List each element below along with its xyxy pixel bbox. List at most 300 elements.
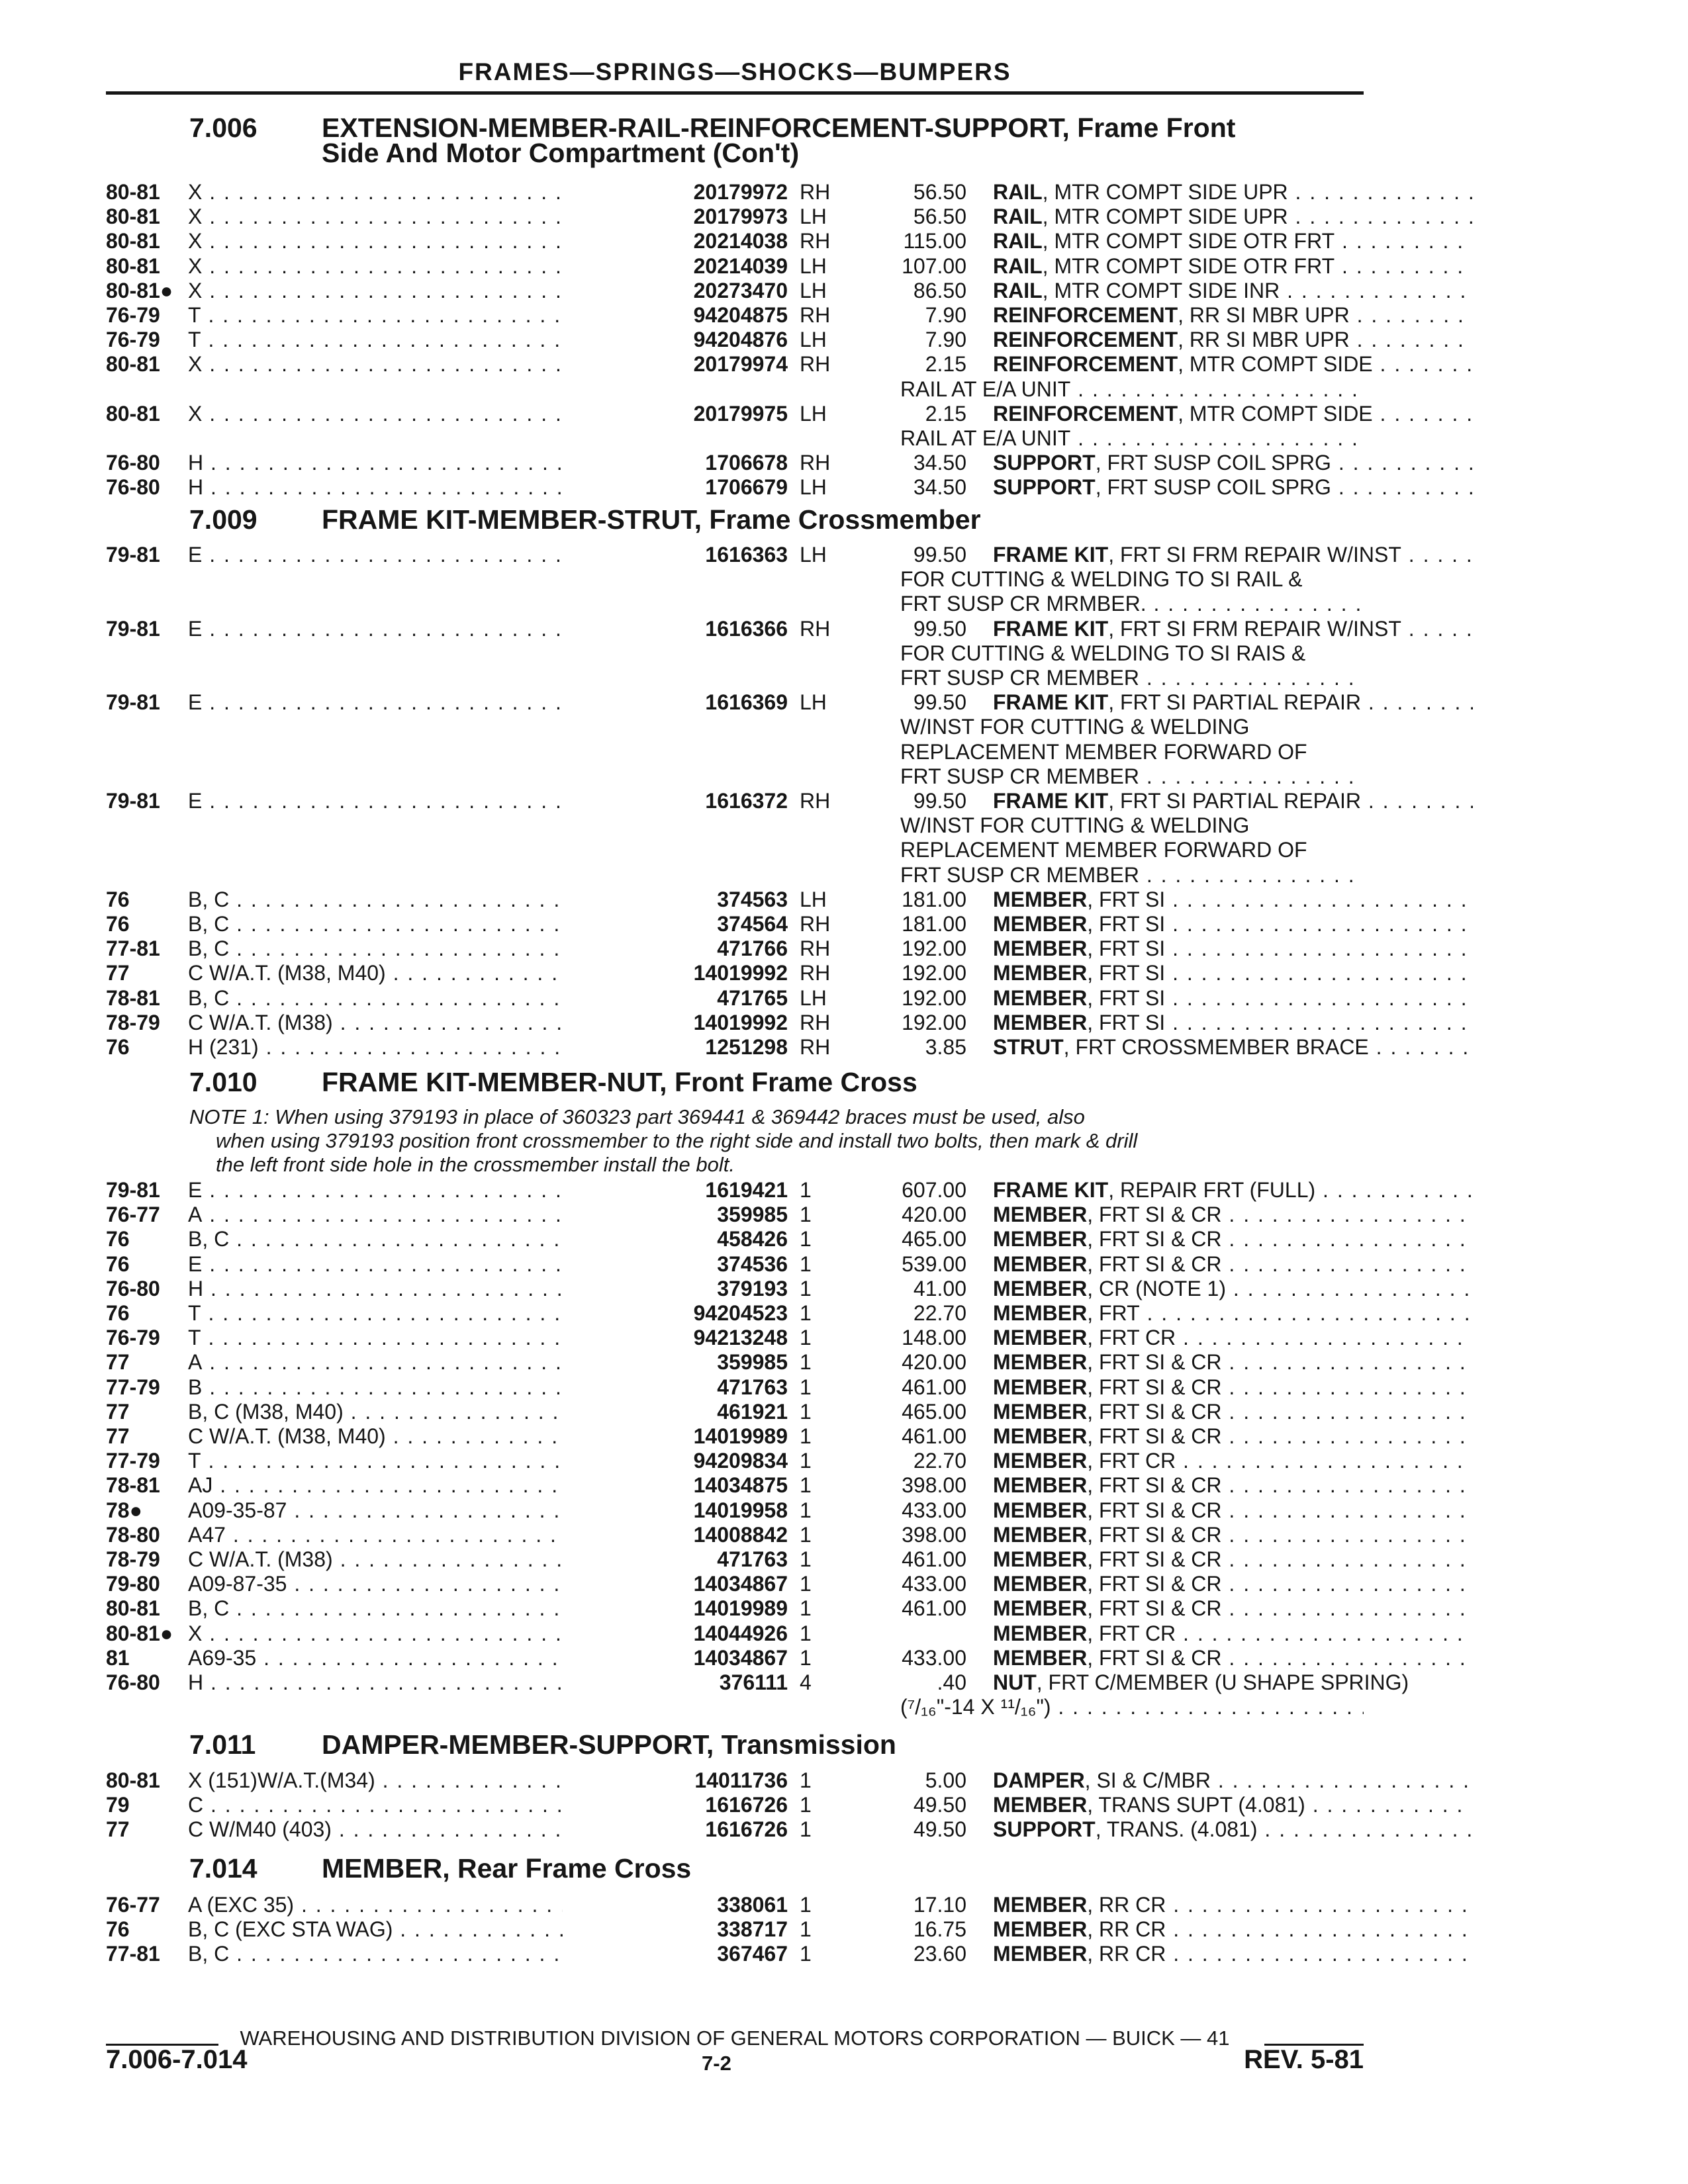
description-cell	[993, 912, 1473, 936]
part-number-cell: 94204876	[563, 328, 788, 352]
description-cell	[993, 617, 1473, 641]
description-cell	[993, 1646, 1473, 1670]
quantity-cell: LH	[800, 278, 827, 302]
description-keyword: MEMBER	[993, 1227, 1088, 1251]
model-cell: X . . .	[188, 1621, 651, 1646]
year-cell: 77	[106, 1399, 130, 1424]
description-keyword: MEMBER	[993, 985, 1088, 1010]
description-continuation: FOR CUTTING & WELDING TO SI RAIS &	[900, 641, 1306, 665]
description-cell	[993, 1498, 1473, 1523]
quantity-cell: 1	[800, 1942, 812, 1966]
model-cell: E . . .	[188, 690, 651, 715]
description-cell	[993, 303, 1473, 328]
year-cell: 80-81	[106, 205, 160, 229]
description-keyword: DAMPER	[993, 1768, 1085, 1792]
quantity-cell: LH	[800, 401, 827, 426]
description-cell	[993, 690, 1473, 715]
year-cell: 80-81●	[106, 278, 173, 302]
model-cell: A69-35 . . .	[188, 1646, 651, 1670]
parts-row	[106, 887, 1364, 912]
description-cell	[993, 936, 1473, 961]
price-cell: 607.00	[902, 1178, 966, 1202]
description-text: , MTR COMPT SIDE	[1178, 401, 1373, 426]
year-cell: 78-80	[106, 1522, 160, 1547]
quantity-cell: RH	[800, 180, 831, 204]
year-cell: 76-80	[106, 475, 160, 500]
year-cell: 76-80	[106, 1670, 160, 1694]
description-text: , MTR COMPT SIDE INR	[1042, 278, 1280, 302]
section-heading-7-014	[189, 1853, 691, 1884]
model-cell: B, C . . .	[188, 1596, 651, 1621]
description-text: , RR CR	[1087, 1942, 1166, 1966]
description-text: , FRT CR	[1087, 1326, 1176, 1350]
description-keyword: MEMBER	[993, 1326, 1088, 1350]
parts-row	[106, 451, 1364, 475]
quantity-cell: LH	[800, 328, 827, 352]
price-cell: 3.85	[925, 1035, 966, 1059]
year-cell: 80-81	[106, 229, 160, 253]
part-number-cell: 1616372	[563, 789, 788, 813]
year-cell: 78-79	[106, 1010, 160, 1034]
quantity-cell: LH	[800, 887, 827, 911]
section-number: 7.006	[189, 113, 258, 143]
quantity-cell: RH	[800, 352, 831, 377]
parts-row	[106, 352, 1373, 377]
price-cell: 86.50	[913, 278, 966, 302]
description-text: , FRT SI & CR	[1087, 1251, 1222, 1276]
model-cell: H . . .	[188, 1277, 651, 1301]
model-cell: H . . .	[188, 475, 651, 500]
part-number-cell: 14019958	[563, 1498, 788, 1523]
price-cell: 433.00	[902, 1572, 966, 1596]
price-cell: 56.50	[913, 205, 966, 229]
year-cell: 76-77	[106, 1893, 160, 1917]
parts-row	[106, 180, 1364, 205]
parts-row	[106, 690, 1364, 715]
parts-row	[106, 1621, 1364, 1646]
quantity-cell: 1	[800, 1768, 812, 1792]
price-cell: 192.00	[902, 985, 966, 1010]
description-text: , FRT SI	[1087, 985, 1166, 1010]
description-text: , FRT	[1087, 1301, 1140, 1325]
quantity-cell: 1	[800, 1276, 812, 1300]
description-continuation: REPLACEMENT MEMBER FORWARD OF	[900, 838, 1307, 862]
price-cell: 192.00	[902, 961, 966, 985]
description-keyword: RAIL	[993, 253, 1043, 278]
parts-row	[106, 936, 1364, 961]
price-cell: 465.00	[902, 1399, 966, 1424]
model-cell: E . . .	[188, 617, 651, 641]
parts-row	[106, 1917, 1364, 1942]
price-cell: 56.50	[913, 180, 966, 204]
quantity-cell: 1	[800, 1522, 812, 1547]
quantity-cell: 1	[800, 1917, 812, 1942]
year-cell: 79-81	[106, 543, 160, 567]
parts-row	[106, 1178, 1364, 1203]
price-cell: 34.50	[913, 475, 966, 500]
description-cell	[993, 352, 1473, 377]
quantity-cell: 1	[800, 1375, 812, 1399]
parts-row	[106, 1768, 1364, 1793]
description-cell	[993, 1621, 1473, 1646]
model-cell: B, C . . .	[188, 936, 651, 961]
footer-division: WAREHOUSING AND DISTRIBUTION DIVISION OF GENERAL MOTORS CORPORATION — BUICK — 41	[240, 2026, 1230, 2050]
description-cell	[993, 1893, 1473, 1917]
year-cell: 79-81	[106, 789, 160, 813]
year-cell: 78-79	[106, 1547, 160, 1571]
price-cell: 465.00	[902, 1227, 966, 1251]
description-text: , FRT SI & CR	[1087, 1596, 1222, 1621]
year-cell: 80-81●	[106, 1621, 173, 1645]
description-text: , RR CR	[1087, 1893, 1166, 1917]
year-cell: 76	[106, 912, 130, 936]
page-header: FRAMES—SPRINGS—SHOCKS—BUMPERS	[458, 58, 1011, 85]
description-keyword: MEMBER	[993, 1449, 1088, 1473]
part-number-cell: 374564	[563, 912, 788, 936]
description-keyword: MEMBER	[993, 887, 1088, 911]
parts-row	[106, 205, 1364, 229]
year-cell: 76	[106, 1301, 130, 1325]
year-cell: 76	[106, 1035, 130, 1059]
parts-row	[106, 254, 1364, 279]
description-keyword: FRAME KIT	[993, 789, 1109, 813]
parts-row	[106, 1011, 1364, 1035]
description-keyword: MEMBER	[993, 1301, 1088, 1325]
part-number-cell: 471763	[563, 1547, 788, 1572]
description-text: , FRT SI & CR	[1087, 1498, 1222, 1522]
year-cell: 79-81	[106, 616, 160, 641]
quantity-cell: 1	[800, 1596, 812, 1621]
description-text: , FRT C/MEMBER (U SHAPE SPRING)	[1036, 1670, 1409, 1694]
footer-page-number: 7-2	[702, 2052, 731, 2075]
price-cell: 461.00	[902, 1424, 966, 1448]
section-title: MEMBER, Rear Frame Cross	[322, 1853, 692, 1884]
part-number-cell: 471765	[563, 986, 788, 1011]
model-cell: X . . .	[188, 352, 651, 377]
part-number-cell: 94213248	[563, 1326, 788, 1350]
description-keyword: MEMBER	[993, 1203, 1088, 1227]
quantity-cell: 1	[800, 1498, 812, 1522]
parts-row	[106, 1572, 1364, 1596]
quantity-cell: LH	[800, 985, 827, 1010]
parts-row	[106, 1375, 1364, 1400]
quantity-cell: RH	[800, 451, 831, 475]
section-title: EXTENSION-MEMBER-RAIL-REINFORCEMENT-SUPPORT, Frame Front	[322, 113, 1236, 143]
description-continuation: FRT SUSP CR MEMBER . . .	[900, 764, 1364, 789]
description-keyword: RAIL	[993, 278, 1043, 302]
price-cell: .40	[937, 1670, 966, 1694]
description-cell	[993, 1350, 1473, 1375]
description-text: , FRT CROSSMEMBER BRACE	[1063, 1035, 1369, 1059]
parts-row	[106, 1793, 1364, 1817]
price-cell: 49.50	[913, 1817, 966, 1842]
price-cell: 2.15	[925, 352, 966, 377]
part-number-cell: 359985	[563, 1203, 788, 1227]
year-cell: 79-81	[106, 690, 160, 715]
price-cell: 398.00	[902, 1522, 966, 1547]
parts-row	[106, 961, 1364, 985]
model-cell: A09-87-35 . . .	[188, 1572, 651, 1596]
model-cell: E . . .	[188, 1178, 651, 1203]
description-keyword: MEMBER	[993, 1793, 1088, 1817]
section-number: 7.014	[189, 1853, 258, 1884]
parts-row	[106, 1203, 1364, 1227]
description-cell	[993, 1942, 1473, 1966]
parts-row	[106, 1227, 1364, 1251]
year-cell: 76	[106, 1251, 130, 1276]
description-keyword: MEMBER	[993, 1893, 1088, 1917]
description-continuation: FRT SUSP CR MEMBER . . .	[900, 666, 1364, 690]
parts-row	[106, 1646, 1364, 1670]
description-keyword: MEMBER	[993, 1917, 1088, 1942]
parts-row	[106, 1449, 1364, 1473]
parts-row	[106, 279, 1364, 303]
description-text: , FRT CR	[1087, 1449, 1176, 1473]
description-text: , REPAIR FRT (FULL)	[1108, 1178, 1316, 1202]
year-cell: 77-81	[106, 1942, 160, 1966]
parts-row	[106, 912, 1364, 936]
description-keyword: NUT	[993, 1670, 1037, 1694]
model-cell: B, C (EXC STA WAG) . . .	[188, 1917, 651, 1942]
section-heading-7-011	[189, 1729, 896, 1760]
description-text: , FRT SI PARTIAL REPAIR	[1108, 690, 1361, 715]
year-cell: 76-80	[106, 1276, 160, 1300]
quantity-cell: RH	[800, 616, 831, 641]
model-cell: B, C . . .	[188, 1227, 651, 1251]
price-cell: 49.50	[913, 1793, 966, 1817]
description-cell	[993, 180, 1473, 205]
section-heading-7-006	[189, 113, 1236, 168]
description-keyword: MEMBER	[993, 1350, 1088, 1375]
description-text: , RR CR	[1087, 1917, 1166, 1942]
description-text: , FRT SI & CR	[1087, 1547, 1222, 1571]
model-cell: H . . .	[188, 1670, 651, 1695]
description-keyword: MEMBER	[993, 1375, 1088, 1399]
description-cell	[993, 1917, 1473, 1942]
description-text: , MTR COMPT SIDE UPR	[1042, 180, 1288, 204]
quantity-cell: 1	[800, 1178, 812, 1202]
part-number-cell: 359985	[563, 1350, 788, 1375]
description-keyword: RAIL	[993, 205, 1043, 229]
quantity-cell: 1	[800, 1645, 812, 1670]
part-number-cell: 1251298	[563, 1035, 788, 1060]
description-keyword: STRUT	[993, 1035, 1064, 1059]
part-number-cell: 14019992	[563, 1011, 788, 1035]
price-cell: 7.90	[925, 328, 966, 352]
part-number-cell: 14044926	[563, 1621, 788, 1646]
section-number: 7.010	[189, 1067, 258, 1097]
year-cell: 80-81	[106, 253, 160, 278]
description-cell	[993, 789, 1473, 813]
part-number-cell: 94204523	[563, 1301, 788, 1326]
price-cell: 192.00	[902, 1010, 966, 1034]
model-cell: C W/A.T. (M38, M40) . . .	[188, 961, 651, 985]
note-line: the left front side hole in the crossmember install the bolt.	[216, 1153, 735, 1176]
description-keyword: REINFORCEMENT	[993, 303, 1178, 327]
part-number-cell: 1616369	[563, 690, 788, 715]
quantity-cell: 1	[800, 1893, 812, 1917]
description-keyword: REINFORCEMENT	[993, 328, 1178, 352]
description-continuation: W/INST FOR CUTTING & WELDING	[900, 813, 1250, 838]
model-cell: B, C . . .	[188, 912, 651, 936]
part-number-cell: 20273470	[563, 279, 788, 303]
part-number-cell: 14019989	[563, 1596, 788, 1621]
quantity-cell: 1	[800, 1227, 812, 1251]
description-keyword: MEMBER	[993, 1473, 1088, 1498]
price-cell: 7.90	[925, 303, 966, 327]
part-number-cell: 1619421	[563, 1178, 788, 1203]
model-cell: C W/M40 (403) . . .	[188, 1817, 651, 1842]
year-cell: 76	[106, 887, 130, 911]
year-cell: 76-79	[106, 303, 160, 327]
price-cell: 99.50	[913, 616, 966, 641]
parts-row	[106, 475, 1364, 500]
year-cell: 76	[106, 1917, 130, 1942]
description-keyword: MEMBER	[993, 1251, 1088, 1276]
description-text: , FRT SI FRM REPAIR W/INST	[1108, 543, 1401, 567]
description-text: , FRT SUSP COIL SPRG	[1095, 475, 1331, 500]
quantity-cell: 1	[800, 1621, 812, 1645]
description-text: , FRT SI	[1087, 887, 1166, 911]
description-keyword: REINFORCEMENT	[993, 352, 1178, 377]
model-cell: A (EXC 35) . . .	[188, 1893, 651, 1917]
quantity-cell: RH	[800, 961, 831, 985]
year-cell: 79-81	[106, 1178, 160, 1202]
description-keyword: SUPPORT	[993, 1817, 1096, 1842]
description-cell	[993, 1670, 1473, 1695]
description-text: , MTR COMPT SIDE	[1178, 352, 1373, 377]
year-cell: 76-77	[106, 1203, 160, 1227]
year-cell: 77	[106, 1817, 130, 1842]
part-number-cell: 20214039	[563, 254, 788, 279]
price-cell: 420.00	[902, 1203, 966, 1227]
description-text: , FRT SI	[1087, 1010, 1166, 1034]
quantity-cell: RH	[800, 789, 831, 813]
description-text: , FRT SI & CR	[1087, 1645, 1222, 1670]
part-number-cell: 458426	[563, 1227, 788, 1251]
description-text: , FRT SI PARTIAL REPAIR	[1108, 789, 1361, 813]
description-text: , FRT SI & CR	[1087, 1350, 1222, 1375]
description-keyword: MEMBER	[993, 912, 1088, 936]
note-line: NOTE 1: When using 379193 in place of 360323 part 369441 & 369442 braces must be used, also	[189, 1105, 1085, 1128]
part-number-cell: 338061	[563, 1893, 788, 1917]
year-cell: 80-81	[106, 180, 160, 204]
price-cell: 398.00	[902, 1473, 966, 1498]
model-cell: X . . .	[188, 180, 651, 205]
quantity-cell: RH	[800, 229, 831, 253]
model-cell: B . . .	[188, 1375, 651, 1400]
quantity-cell: LH	[800, 690, 827, 715]
quantity-cell: LH	[800, 543, 827, 567]
part-number-cell: 20179974	[563, 352, 788, 377]
quantity-cell: 4	[800, 1670, 812, 1694]
part-number-cell: 471766	[563, 936, 788, 961]
description-text: , MTR COMPT SIDE OTR FRT	[1042, 253, 1335, 278]
parts-row	[106, 1301, 1364, 1326]
section-title: FRAME KIT-MEMBER-STRUT, Frame Crossmember	[322, 504, 981, 535]
description-continuation: RAIL AT E/A UNIT . . .	[900, 426, 1364, 451]
parts-row	[106, 1277, 1364, 1301]
model-cell: E . . .	[188, 1252, 651, 1277]
description-text: , FRT SUSP COIL SPRG	[1095, 451, 1331, 475]
quantity-cell: 1	[800, 1547, 812, 1571]
model-cell: H . . .	[188, 451, 651, 475]
description-text: , TRANS SUPT (4.081)	[1087, 1793, 1305, 1817]
quantity-cell: RH	[800, 1035, 831, 1059]
description-continuation: REPLACEMENT MEMBER FORWARD OF	[900, 739, 1307, 764]
quantity-cell: RH	[800, 303, 831, 327]
price-cell: 433.00	[902, 1498, 966, 1522]
description-keyword: MEMBER	[993, 1399, 1088, 1424]
parts-row	[106, 1035, 1369, 1060]
description-continuation: FRT SUSP CR MRMBER. . . .	[900, 592, 1364, 616]
year-cell: 76-80	[106, 451, 160, 475]
price-cell: 99.50	[913, 789, 966, 813]
year-cell: 77-79	[106, 1449, 160, 1473]
part-number-cell: 471763	[563, 1375, 788, 1400]
quantity-cell: LH	[800, 205, 827, 229]
model-cell: C W/A.T. (M38) . . .	[188, 1547, 651, 1572]
description-text: , FRT SI FRM REPAIR W/INST	[1108, 616, 1401, 641]
part-number-cell: 20179972	[563, 180, 788, 205]
description-cell	[993, 1035, 1473, 1060]
description-cell	[993, 887, 1473, 912]
section-title: DAMPER-MEMBER-SUPPORT, Transmission	[322, 1729, 896, 1760]
description-cell	[993, 229, 1473, 253]
quantity-cell: LH	[800, 475, 827, 500]
description-cell	[993, 961, 1473, 985]
parts-row	[106, 1547, 1364, 1572]
quantity-cell: RH	[800, 912, 831, 936]
footer-section-range: 7.006-7.014	[106, 2045, 248, 2074]
parts-row	[106, 1326, 1364, 1350]
part-number-cell: 374563	[563, 887, 788, 912]
parts-row	[106, 543, 1401, 567]
description-continuation: FRT SUSP CR MEMBER . . .	[900, 863, 1364, 887]
model-cell: T . . .	[188, 303, 651, 328]
year-cell: 79	[106, 1793, 130, 1817]
description-cell	[993, 543, 1473, 567]
price-cell: 34.50	[913, 451, 966, 475]
description-text: , CR (NOTE 1)	[1087, 1276, 1226, 1300]
quantity-cell: RH	[800, 1010, 831, 1034]
description-keyword: MEMBER	[993, 1645, 1088, 1670]
description-text: , FRT SI & CR	[1087, 1424, 1222, 1448]
parts-row	[106, 1942, 1364, 1966]
part-number-cell: 14034875	[563, 1473, 788, 1498]
price-cell: 99.50	[913, 690, 966, 715]
description-cell	[993, 1227, 1473, 1251]
model-cell: H (231) . . .	[188, 1035, 651, 1060]
description-text: , FRT SI & CR	[1087, 1203, 1222, 1227]
model-cell: X . . .	[188, 205, 651, 229]
parts-row	[106, 616, 1401, 641]
note-1	[189, 1105, 1374, 1177]
description-cell	[993, 1523, 1473, 1547]
price-cell: 192.00	[902, 936, 966, 961]
year-cell: 80-81	[106, 1596, 160, 1621]
quantity-cell: 1	[800, 1449, 812, 1473]
description-keyword: MEMBER	[993, 1498, 1088, 1522]
price-cell: 2.15	[925, 401, 966, 426]
parts-row	[106, 986, 1364, 1011]
year-cell: 81	[106, 1645, 130, 1670]
price-cell: 433.00	[902, 1645, 966, 1670]
description-keyword: MEMBER	[993, 961, 1088, 985]
parts-row	[106, 1252, 1364, 1277]
model-cell: A47 . . .	[188, 1523, 651, 1547]
part-number-cell: 1706679	[563, 475, 788, 500]
